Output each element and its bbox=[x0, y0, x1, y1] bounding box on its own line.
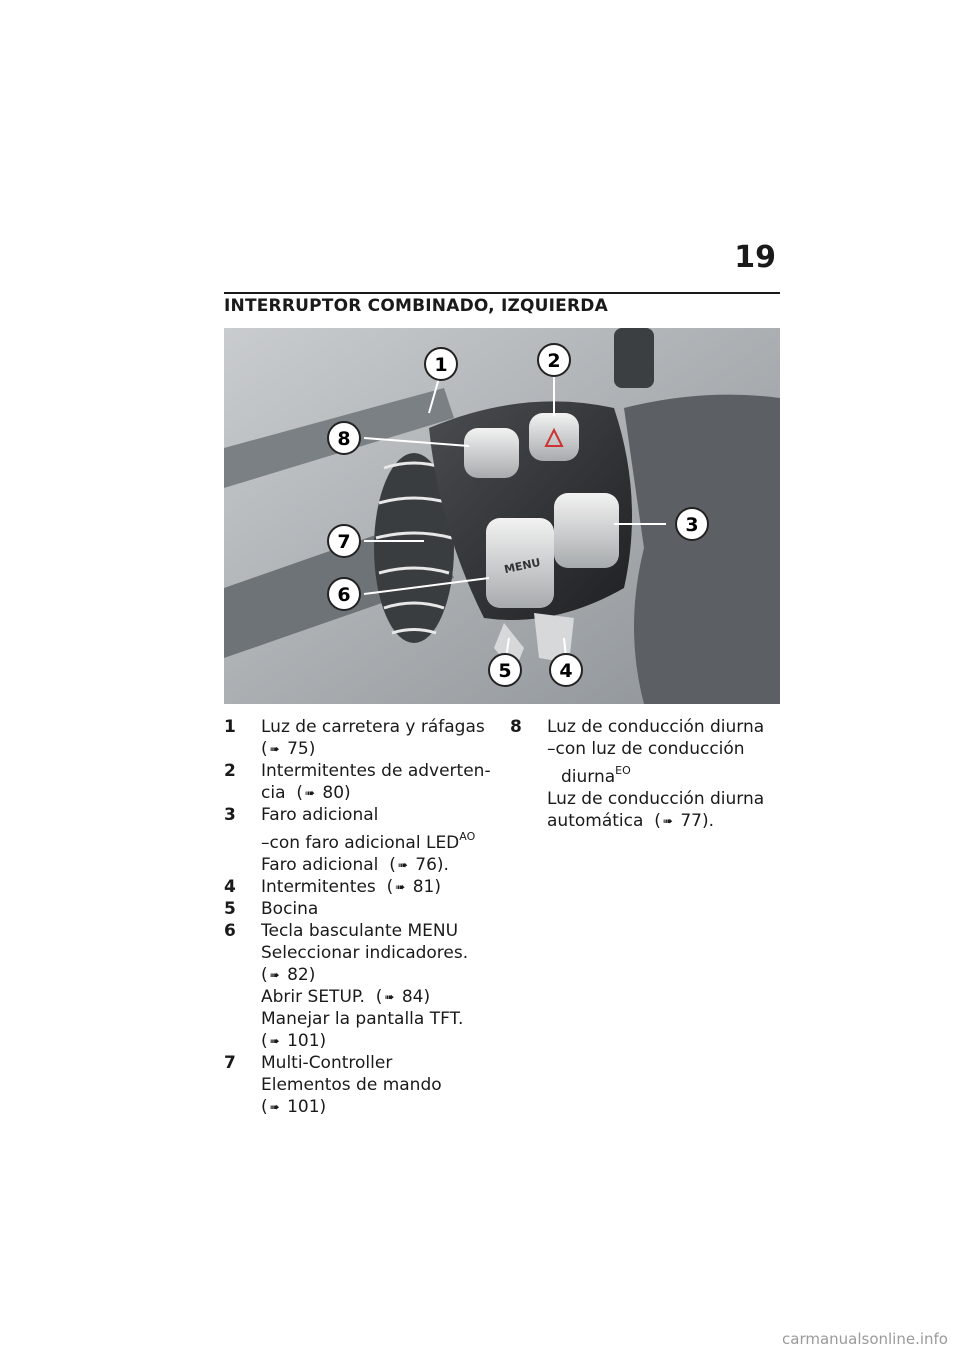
legend-text: automática bbox=[547, 811, 644, 831]
callout-4 bbox=[550, 654, 582, 686]
legend-text: Faro adicional bbox=[261, 855, 379, 875]
svg-text:4: 4 bbox=[559, 660, 573, 682]
legend-number: 7 bbox=[224, 1053, 236, 1073]
legend-text: Bocina bbox=[261, 899, 319, 919]
switch-photo bbox=[224, 328, 780, 704]
page-ref-arrow-icon: ➠ bbox=[269, 742, 280, 756]
ref-paren: ( bbox=[261, 965, 268, 985]
page-ref-arrow-icon: ➠ bbox=[395, 880, 406, 894]
mirror-stem bbox=[614, 328, 654, 388]
svg-text:2: 2 bbox=[547, 350, 561, 372]
legend-item-1 bbox=[224, 716, 492, 760]
callout-2 bbox=[538, 344, 570, 376]
legend-text: Abrir SETUP. bbox=[261, 987, 365, 1007]
legend-item-6 bbox=[224, 920, 492, 1052]
page-ref-arrow-icon: ➠ bbox=[384, 990, 395, 1004]
ref-paren: ( bbox=[389, 855, 396, 875]
legend-text: Luz de carretera y ráfagas bbox=[261, 717, 485, 737]
watermark-footer: carmanualsonline.info bbox=[782, 1330, 948, 1348]
legend-item-7 bbox=[224, 1052, 492, 1118]
aux-light-button bbox=[554, 493, 619, 568]
page-ref[interactable]: 77). bbox=[680, 811, 714, 831]
header-rule bbox=[224, 292, 780, 294]
svg-text:5: 5 bbox=[498, 660, 512, 682]
switch-illustration bbox=[224, 328, 780, 704]
page-ref-arrow-icon: ➠ bbox=[662, 814, 673, 828]
page-ref-arrow-icon: ➠ bbox=[269, 968, 280, 982]
legend-item-3 bbox=[224, 804, 492, 876]
page-ref[interactable]: 101) bbox=[287, 1097, 327, 1117]
hazard-button bbox=[529, 413, 579, 461]
legend-text: Faro adicional bbox=[261, 805, 379, 825]
legend-left-column bbox=[224, 716, 492, 1118]
legend-text: Luz de conducción diurna bbox=[547, 717, 765, 737]
legend-right-column bbox=[510, 716, 780, 832]
svg-text:8: 8 bbox=[337, 428, 351, 450]
menu-label: MENU bbox=[503, 555, 542, 577]
svg-text:7: 7 bbox=[337, 531, 351, 553]
right-housing bbox=[624, 395, 780, 704]
legend-number: 4 bbox=[224, 877, 236, 897]
legend-number: 1 bbox=[224, 717, 236, 737]
callout-6 bbox=[328, 578, 360, 610]
legend-number: 8 bbox=[510, 717, 522, 737]
svg-text:6: 6 bbox=[337, 584, 351, 606]
page-ref-arrow-icon: ➠ bbox=[269, 1100, 280, 1114]
legend-number: 5 bbox=[224, 899, 236, 919]
page-ref-arrow-icon: ➠ bbox=[304, 786, 316, 800]
page-ref-arrow-icon: ➠ bbox=[397, 858, 408, 872]
ref-paren: ( bbox=[654, 811, 661, 831]
callout-5 bbox=[489, 654, 521, 686]
page-ref[interactable]: 101) bbox=[287, 1031, 327, 1051]
page-ref[interactable]: 81) bbox=[412, 877, 441, 897]
callout-7 bbox=[328, 525, 360, 557]
daytime-light-button bbox=[464, 428, 519, 478]
legend-text: Intermitentes bbox=[261, 877, 376, 897]
legend-text: –con faro adicional LED bbox=[261, 833, 460, 853]
callout-1 bbox=[425, 348, 457, 380]
legend-text: Elementos de mando bbox=[261, 1075, 442, 1095]
ref-paren: ( bbox=[261, 1097, 268, 1117]
ref-paren: ( bbox=[261, 739, 268, 759]
page-ref-arrow-icon: ➠ bbox=[269, 1034, 280, 1048]
page-ref[interactable]: 75) bbox=[287, 739, 316, 759]
legend-text: Luz de conducción diurna bbox=[547, 789, 765, 809]
svg-text:1: 1 bbox=[434, 354, 448, 376]
legend-text: Tecla basculante MENU bbox=[261, 921, 459, 941]
page-ref[interactable]: 76). bbox=[415, 855, 449, 875]
legend-number: 3 bbox=[224, 805, 236, 825]
page-ref[interactable]: 82) bbox=[287, 965, 316, 985]
legend-item-2 bbox=[224, 760, 492, 804]
page-ref[interactable]: 84) bbox=[401, 987, 431, 1007]
ref-paren: ( bbox=[386, 877, 394, 897]
legend-item-8 bbox=[510, 716, 780, 832]
legend-text: Manejar la pantalla TFT. bbox=[261, 1009, 464, 1029]
callout-3 bbox=[676, 508, 708, 540]
legend-number: 6 bbox=[224, 921, 236, 941]
section-title: INTERRUPTOR COMBINADO, IZQUIERDA bbox=[224, 296, 608, 316]
page-number: 19 bbox=[734, 240, 776, 275]
option-superscript: AO bbox=[459, 830, 476, 843]
ref-paren: ( bbox=[296, 783, 303, 803]
page-ref[interactable]: 80) bbox=[322, 783, 351, 803]
legend-text: Multi-Controller bbox=[261, 1053, 393, 1073]
legend-text: cia bbox=[261, 783, 286, 803]
svg-text:3: 3 bbox=[685, 514, 699, 536]
legend-item-5 bbox=[224, 898, 492, 920]
legend-text: Seleccionar indicadores. bbox=[261, 943, 469, 963]
legend-text: Intermitentes de adverten- bbox=[261, 761, 491, 781]
legend-text: –con luz de conducción bbox=[547, 739, 745, 759]
legend-text: diurna bbox=[561, 767, 616, 787]
callout-8 bbox=[328, 422, 360, 454]
legend-number: 2 bbox=[224, 761, 236, 781]
option-superscript: EO bbox=[615, 764, 631, 777]
ref-paren: ( bbox=[261, 1031, 268, 1051]
ref-paren: ( bbox=[375, 987, 383, 1007]
legend-item-4 bbox=[224, 876, 492, 898]
